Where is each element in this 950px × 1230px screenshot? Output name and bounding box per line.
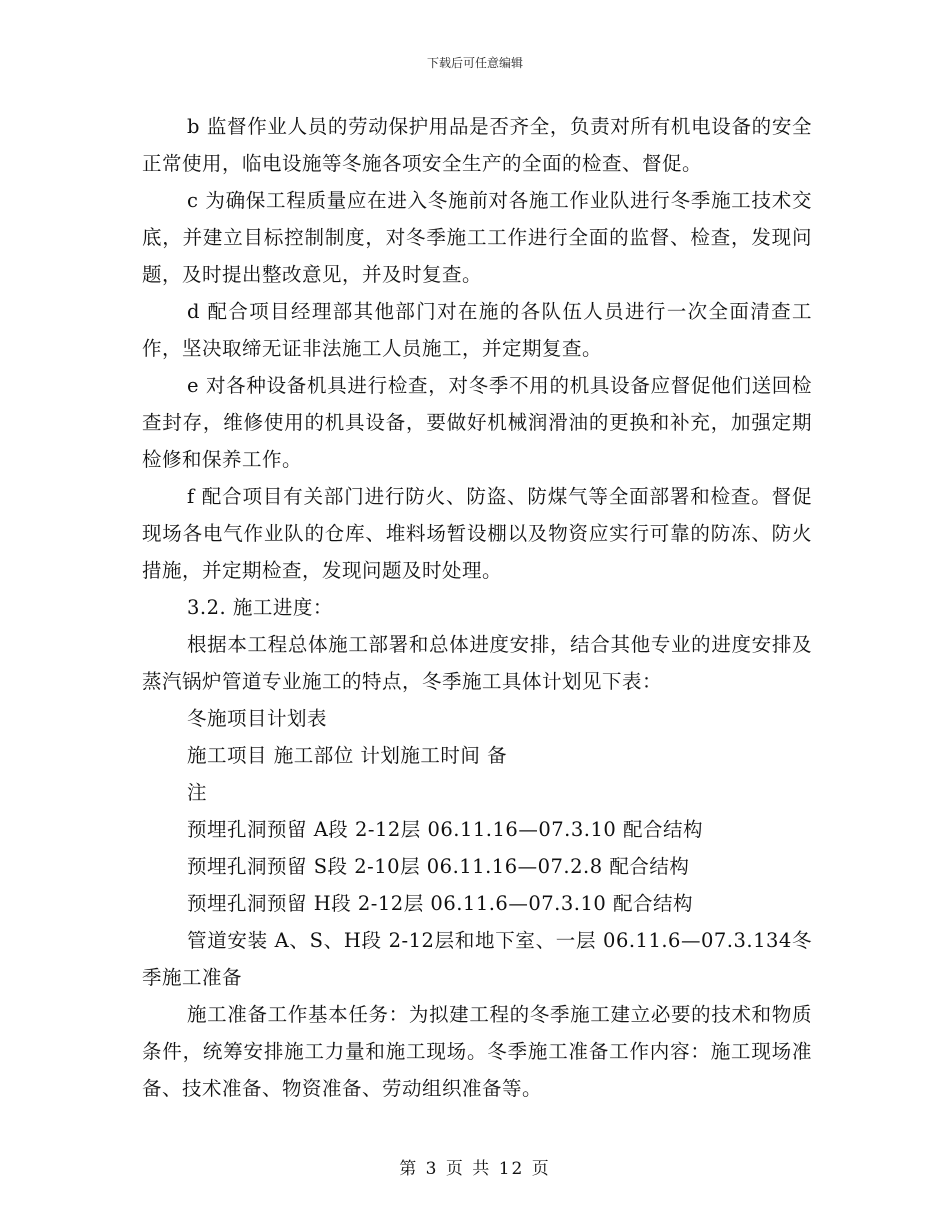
paragraph: 根据本工程总体施工部署和总体进度安排，结合其他专业的进度安排及蒸汽锅炉管道专业施工的特点，冬季施工具体计划见下表： [142,633,812,693]
paragraph: 管道安装 A、S、H段 2-12层和地下室、一层 06.11.6—07.3.134冬季施工准备 [142,929,812,989]
paragraph: 施工准备工作基本任务：为拟建工程的冬季施工建立必要的技术和物质条件，统筹安排施工力量和施工现场。冬季施工准备工作内容：施工现场准备、技术准备、物资准备、劳动组织准备等。 [142,1003,812,1100]
paragraph: d 配合项目经理部其他部门对在施的各队伍人员进行一次全面清查工作，坚决取缔无证非法施工人员施工，并定期复查。 [142,300,812,360]
paragraph: b 监督作业人员的劳动保护用品是否齐全，负责对所有机电设备的安全正常使用，临电设施等冬施各项安全生产的全面的检查、督促。 [142,115,812,175]
paragraph: 3.2. 施工进度： [187,596,333,619]
paragraph: 预埋孔洞预留 S段 2-10层 06.11.16—07.2.8 配合结构 [187,855,690,878]
paragraph: f 配合项目有关部门进行防火、防盗、防煤气等全面部署和检查。督促现场各电气作业队的仓库、堆料场暂设棚以及物资应实行可靠的防冻、防火措施，并定期检查，发现问题及时处理。 [142,485,812,582]
paragraph: 冬施项目计划表 [187,707,328,730]
paragraph: e 对各种设备机具进行检查，对冬季不用的机具设备应督促他们送回检查封存，维修使用的机具设备，要做好机械润滑油的更换和补充，加强定期检修和保养工作。 [142,374,812,471]
page-header: 下载后可任意编辑 [426,56,523,70]
document-body [142,108,812,1107]
paragraph: 施工项目 施工部位 计划施工时间 备 [187,744,508,767]
paragraph: 注 [187,781,208,804]
paragraph: 预埋孔洞预留 H段 2-12层 06.11.6—07.3.10 配合结构 [187,892,693,915]
paragraph: c 为确保工程质量应在进入冬施前对各施工作业队进行冬季施工技术交底，并建立目标控制制度，对冬季施工工作进行全面的监督、检查，发现问题，及时提出整改意见，并及时复查。 [142,189,812,286]
paragraph: 预埋孔洞预留 A段 2-12层 06.11.16—07.3.10 配合结构 [187,818,703,841]
page-footer: 第 3 页 共 12 页 [399,1159,551,1179]
